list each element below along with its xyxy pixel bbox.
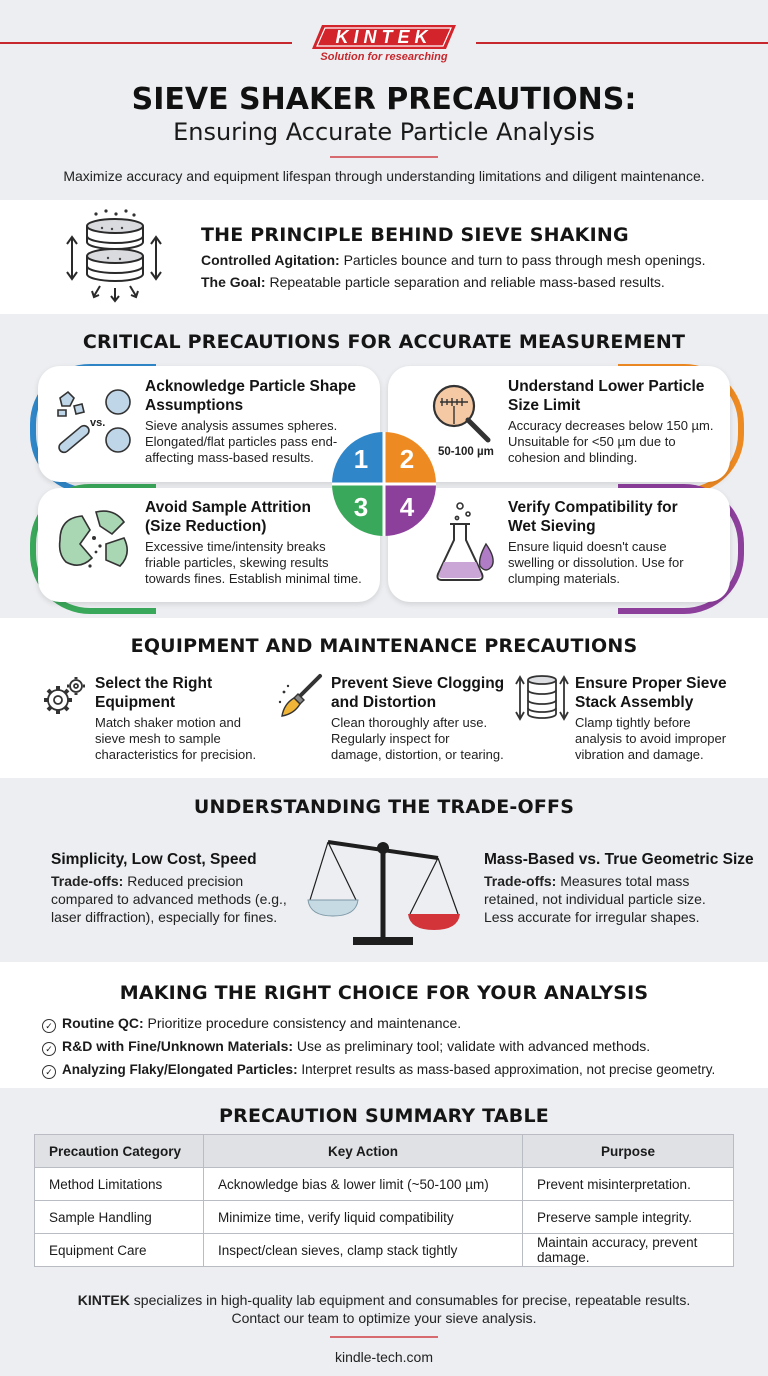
equipment-item-3-body-line-3: vibration and damage. (575, 747, 704, 762)
equipment-item-2-body-line-3: damage, distortion, or tearing. (331, 747, 504, 762)
table-cell: Minimize time, verify liquid compatibility (204, 1201, 523, 1234)
tradeoff-right-line-3: Less accurate for irregular shapes. (484, 909, 700, 925)
card-1-title (145, 377, 356, 415)
tradeoff-right-line-1-text: Measures total mass (556, 873, 690, 889)
equipment-section (0, 618, 768, 778)
table-header-cell: Precaution Category (35, 1135, 204, 1168)
choice-text-3: Interpret results as mass-based approximation, not precise geometry. (297, 1062, 716, 1077)
tradeoff-left-label: Trade-offs: (51, 873, 124, 889)
table-row (35, 1234, 734, 1267)
principle-line-1 (201, 252, 705, 268)
tradeoff-left-line-1 (51, 872, 287, 890)
card-4-title (508, 498, 678, 536)
intro-text: Maximize accuracy and equipment lifespan through understanding limitations and diligent maintenance. (63, 168, 705, 184)
card-3-title (145, 498, 311, 536)
table-row (35, 1201, 734, 1234)
footer-brand: KINTEK (77, 1292, 130, 1308)
card-3-title-line-2: (Size Reduction) (145, 518, 267, 535)
tradeoffs-title: UNDERSTANDING THE TRADE-OFFS (193, 796, 575, 818)
principle-text-1: Particles bounce and turn to pass through mesh openings. (339, 252, 706, 268)
table-row (35, 1168, 734, 1201)
choice-label-2: R&D with Fine/Unknown Materials: (62, 1038, 294, 1054)
equipment-item-3-body (575, 715, 755, 763)
card-1-body-line-1: Sieve analysis assumes spheres. (145, 418, 338, 433)
equipment-item-1-body-line-3: characteristics for precision. (95, 747, 257, 762)
header-rule-left (0, 42, 292, 44)
brand-tagline: Solution for researching (320, 51, 448, 63)
card-2-title-line-1: Understand Lower Particle (508, 378, 705, 395)
card-3-body-line-2: friable particles, skewing results (145, 555, 329, 570)
range-label: 50-100 µm (438, 446, 494, 458)
check-circle-icon: ✓ (42, 1019, 56, 1033)
table-header-row (35, 1135, 734, 1168)
summary-table (34, 1134, 734, 1267)
equipment-item-3-title-line-2: Stack Assembly (575, 694, 694, 711)
choice-text-2: Use as preliminary tool; validate with advanced methods. (293, 1038, 651, 1054)
principle-label-2: The Goal: (201, 274, 266, 290)
card-1-title-line-1: Acknowledge Particle Shape (145, 378, 357, 395)
footer-text-1 (0, 1292, 768, 1308)
footer-line-2: Contact our team to optimize your sieve analysis. (231, 1310, 537, 1326)
gears-icon (38, 674, 88, 722)
precaution-card-1 (38, 366, 380, 482)
equipment-item-2-title-line-1: Prevent Sieve Clogging (331, 675, 505, 692)
brand-logo (312, 24, 456, 50)
table-cell: Inspect/clean sieves, clamp stack tightly (204, 1234, 523, 1267)
header-rule-right (476, 42, 768, 44)
card-1-body-line-3: affecting mass-based results. (145, 450, 314, 465)
broken-particle-icon (50, 500, 138, 584)
choice-title: MAKING THE RIGHT CHOICE FOR YOUR ANALYSIS (119, 982, 649, 1004)
equipment-item-2-title-line-2: and Distortion (331, 694, 437, 711)
equipment-item-2-body-line-2: Regularly inspect for (331, 731, 450, 746)
card-2-body (508, 418, 728, 466)
card-4-title-line-2: Wet Sieving (508, 518, 596, 535)
equipment-title: EQUIPMENT AND MAINTENANCE PRECAUTIONS (130, 635, 638, 657)
tradeoff-left-line-3: laser diffraction), especially for fines. (51, 909, 278, 925)
card-4-body-line-2: swelling or dissolution. Use for (508, 555, 684, 570)
choice-section (0, 962, 768, 1088)
table-header-cell: Purpose (523, 1135, 734, 1168)
tradeoff-right-label: Trade-offs: (484, 873, 557, 889)
table-cell: Prevent misinterpretation. (523, 1168, 734, 1201)
card-3-body (145, 539, 379, 587)
equipment-item-1-body-line-2: sieve mesh to sample (95, 731, 221, 746)
summary-title: PRECAUTION SUMMARY TABLE (219, 1105, 549, 1127)
choice-text-1: Prioritize procedure consistency and maintenance. (143, 1015, 462, 1031)
card-3-body-line-3: towards fines. Establish minimal time. (145, 571, 362, 586)
check-circle-icon: ✓ (42, 1065, 56, 1079)
choice-list (42, 1012, 715, 1081)
precaution-card-2 (388, 366, 730, 482)
equipment-item-1-body (95, 715, 265, 763)
tradeoff-right-body (484, 872, 706, 926)
principle-label-1: Controlled Agitation: (201, 252, 340, 268)
choice-label-3: Analyzing Flaky/Elongated Particles: (62, 1062, 298, 1077)
card-2-title (508, 377, 704, 415)
footer-divider (330, 1336, 438, 1338)
tradeoff-right-line-2: retained, not individual particle size. (484, 891, 706, 907)
brand-name: KINTEK (335, 27, 433, 47)
tradeoff-left-title: Simplicity, Low Cost, Speed (51, 851, 257, 868)
principle-text-2: Repeatable particle separation and reliable mass-based results. (265, 274, 665, 290)
number-badge-cluster (332, 432, 436, 536)
vs-label: vs. (90, 417, 106, 429)
table-cell: Method Limitations (35, 1168, 204, 1201)
number-badge-3: 3 (353, 492, 369, 522)
card-4-body-line-3: clumping materials. (508, 571, 620, 586)
card-1-body-line-2: Elongated/flat particles pass end- (145, 434, 338, 449)
equipment-item-3-title (575, 674, 727, 712)
table-header-cell: Key Action (204, 1135, 523, 1168)
page-subtitle: Ensuring Accurate Particle Analysis (173, 118, 595, 146)
equipment-item-1-title-line-1: Select the Right (95, 675, 213, 692)
choice-label-1: Routine QC: (62, 1015, 144, 1031)
list-item (42, 1058, 715, 1081)
sieve-shaker-icon (62, 208, 164, 306)
card-2-body-line-2: Unsuitable for <50 µm due to (508, 434, 676, 449)
card-4-body (508, 539, 726, 587)
table-cell: Acknowledge bias & lower limit (~50-100 µm) (204, 1168, 523, 1201)
equipment-item-3-body-line-1: Clamp tightly before (575, 715, 691, 730)
brush-icon (276, 672, 326, 720)
footer-url[interactable]: kindle-tech.com (334, 1349, 434, 1365)
number-badge-4: 4 (399, 492, 415, 522)
number-badge-2: 2 (399, 444, 415, 474)
equipment-item-3-body-line-2: analysis to avoid improper (575, 731, 727, 746)
tradeoff-right-line-1 (484, 872, 706, 890)
card-1-title-line-2: Assumptions (145, 397, 244, 414)
card-4-title-line-1: Verify Compatibility for (508, 499, 678, 516)
list-item (42, 1035, 715, 1058)
tradeoff-right-title: Mass-Based vs. True Geometric Size (484, 851, 754, 868)
flask-icon (430, 500, 500, 586)
page-title: SIEVE SHAKER PRECAUTIONS: (131, 82, 637, 117)
table-cell: Preserve sample integrity. (523, 1201, 734, 1234)
equipment-item-1-body-line-1: Match shaker motion and (95, 715, 241, 730)
equipment-item-2-body (331, 715, 513, 763)
card-2-body-line-3: cohesion and blinding. (508, 450, 638, 465)
card-2-body-line-1: Accuracy decreases below 150 µm. (508, 418, 714, 433)
list-item (42, 1012, 715, 1035)
card-3-title-line-1: Avoid Sample Attrition (145, 499, 311, 516)
principle-title: THE PRINCIPLE BEHIND SIEVE SHAKING (201, 224, 629, 246)
table-cell: Maintain accuracy, prevent damage. (523, 1234, 734, 1267)
card-2-title-line-2: Size Limit (508, 397, 581, 414)
principle-line-2 (201, 274, 665, 290)
title-divider (330, 156, 438, 158)
equipment-item-1-title (95, 674, 212, 712)
balance-scale-icon (306, 828, 466, 950)
tradeoff-left-body (51, 872, 287, 926)
tradeoff-left-line-2: compared to advanced methods (e.g., (51, 891, 287, 907)
magnifier-icon (428, 380, 498, 446)
precaution-card-3 (38, 488, 380, 602)
equipment-item-3-title-line-1: Ensure Proper Sieve (575, 675, 727, 692)
principle-section (0, 200, 768, 314)
table-cell: Equipment Care (35, 1234, 204, 1267)
equipment-item-1-title-line-2: Equipment (95, 694, 176, 711)
card-3-body-line-1: Excessive time/intensity breaks (145, 539, 326, 554)
check-circle-icon: ✓ (42, 1042, 56, 1056)
equipment-item-2-title (331, 674, 504, 712)
sieve-stack-icon (514, 672, 570, 724)
number-badge-1: 1 (353, 444, 369, 474)
equipment-item-2-body-line-1: Clean thoroughly after use. (331, 715, 488, 730)
tradeoff-left-line-1-text: Reduced precision (123, 873, 244, 889)
critical-title: CRITICAL PRECAUTIONS FOR ACCURATE MEASUREMENT (82, 331, 686, 353)
card-4-body-line-1: Ensure liquid doesn't cause (508, 539, 667, 554)
precaution-card-4 (388, 488, 730, 602)
footer-line-1: specializes in high-quality lab equipment and consumables for precise, repeatable results. (129, 1292, 691, 1308)
table-cell: Sample Handling (35, 1201, 204, 1234)
